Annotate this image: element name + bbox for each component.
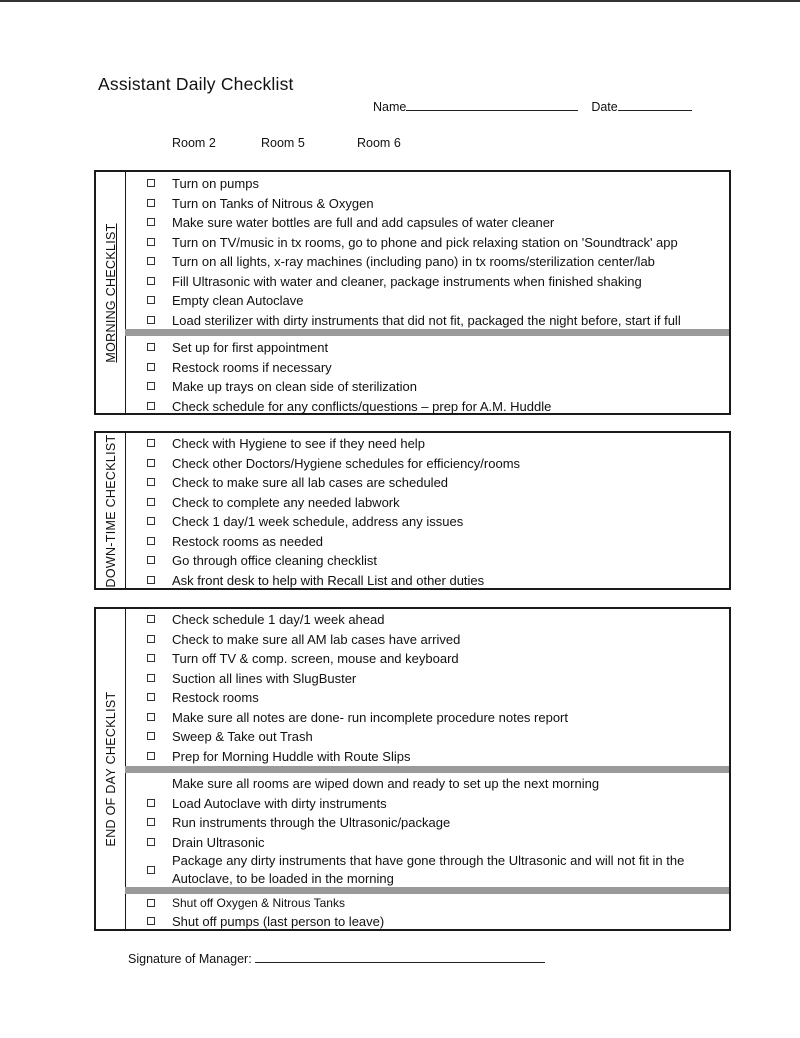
morning-rows: Turn on pumps Turn on Tanks of Nitrous & Oxygen Make sure water bottles are full and add capsules of water cleaner Turn on TV/music in tx rooms, go to phone and pick relaxing station on 'Soundtrack' app Turn on all lights, x-ray machines (including pano) in tx rooms/sterilization center/lab Fill Ultrasonic with water and cleaner, package instruments when finished shaking Empty clean Autoclave Load sterilizer with dirty instruments that did not fit, packaged the night before, start if full Set up for first appointment Restock rooms if necessary Make up trays on clean side of sterilization Check schedule for any conflicts/questions – prep for A.M. Huddle <box>125 172 729 413</box>
checkbox[interactable] <box>147 899 155 907</box>
checkbox[interactable] <box>147 382 155 390</box>
checkbox[interactable] <box>147 459 155 467</box>
checkbox[interactable] <box>147 199 155 207</box>
section-divider <box>125 766 729 773</box>
checkbox[interactable] <box>147 838 155 846</box>
end-of-day-rows: Check schedule 1 day/1 week ahead Check to make sure all AM lab cases have arrived Turn off TV & comp. screen, mouse and keyboard Suction all lines with SlugBuster Restock rooms Make sure all notes are done- run incomplete procedure notes report Sweep & Take out Trash Prep for Morning Huddle with Route Slips Make sure all rooms are wiped down and ready to set up the next morning Load Autoclave with dirty instruments Run instruments through the Ultrasonic/package Drain Ultrasonic Package any dirty instruments that have gone through the Ultrasonic and will not fit in the Autoclave, to be loaded in the morning Shut off Oxygen & Nitrous Tanks Shut off pumps (last person to leave) <box>125 609 729 929</box>
checkbox[interactable] <box>147 498 155 506</box>
checkbox[interactable] <box>147 296 155 304</box>
morning-checklist-section <box>94 170 731 415</box>
checkbox[interactable] <box>147 343 155 351</box>
checkbox[interactable] <box>147 713 155 721</box>
morning-label-cell <box>96 172 126 413</box>
room-5-label: Room 5 <box>261 136 305 150</box>
checkbox[interactable] <box>147 238 155 246</box>
checkbox[interactable] <box>147 732 155 740</box>
checkbox[interactable] <box>147 752 155 760</box>
checkbox[interactable] <box>147 917 155 925</box>
section-divider <box>125 887 729 894</box>
top-border <box>0 0 800 2</box>
checkbox[interactable] <box>147 866 155 874</box>
downtime-label-cell <box>96 433 126 588</box>
downtime-rows: Check with Hygiene to see if they need help Check other Doctors/Hygiene schedules for efficiency/rooms Check to make sure all lab cases are scheduled Check to complete any needed labwork Check 1 day/1 week schedule, address any issues Restock rooms as needed Go through office cleaning checklist Ask front desk to help with Recall List and other duties <box>125 433 729 588</box>
checkbox[interactable] <box>147 218 155 226</box>
page-title: Assistant Daily Checklist <box>98 74 294 94</box>
checkbox[interactable] <box>147 402 155 410</box>
checkbox[interactable] <box>147 674 155 682</box>
name-label: Name <box>373 100 407 114</box>
room-6-label: Room 6 <box>357 136 401 150</box>
checkbox[interactable] <box>147 576 155 584</box>
checkbox[interactable] <box>147 257 155 265</box>
checklist-item: Package any dirty instruments that have gone through the Ultrasonic and will not fit in the Autoclave, to be loaded in the morning <box>125 852 729 890</box>
checkbox[interactable] <box>147 363 155 371</box>
signature-line <box>128 951 545 966</box>
checkbox[interactable] <box>147 439 155 447</box>
checkbox[interactable] <box>147 179 155 187</box>
room-2-label: Room 2 <box>172 136 216 150</box>
checkbox[interactable] <box>147 799 155 807</box>
checkbox[interactable] <box>147 615 155 623</box>
checkbox[interactable] <box>147 478 155 486</box>
morning-checklist-label: MORNING CHECKLIST <box>103 222 118 363</box>
date-label: Date <box>591 100 618 114</box>
checkbox[interactable] <box>147 316 155 324</box>
checkbox[interactable] <box>147 693 155 701</box>
signature-field[interactable] <box>255 951 545 963</box>
checkbox[interactable] <box>147 635 155 643</box>
downtime-checklist-label: DOWN-TIME CHECKLIST <box>103 434 118 587</box>
downtime-checklist-section <box>94 431 731 590</box>
name-date-line <box>373 99 692 114</box>
date-field[interactable] <box>618 99 692 111</box>
end-of-day-checklist-label: END OF DAY CHECKLIST <box>103 691 118 847</box>
end-of-day-checklist-section <box>94 607 731 931</box>
signature-label: Signature of Manager: <box>128 952 252 966</box>
section-divider <box>125 329 729 336</box>
checkbox[interactable] <box>147 654 155 662</box>
checkbox[interactable] <box>147 537 155 545</box>
checkbox[interactable] <box>147 277 155 285</box>
checkbox[interactable] <box>147 556 155 564</box>
checkbox[interactable] <box>147 517 155 525</box>
checkbox[interactable] <box>147 818 155 826</box>
end-of-day-label-cell <box>96 609 126 929</box>
name-field[interactable] <box>406 99 578 111</box>
